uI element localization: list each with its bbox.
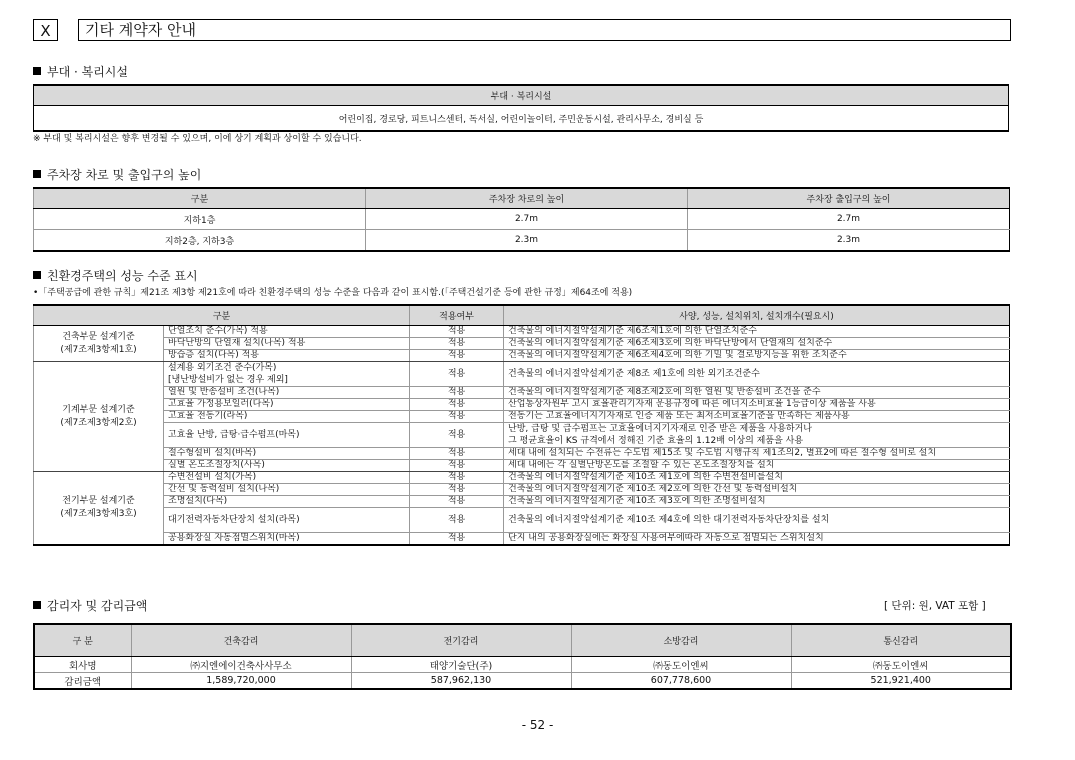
spec-cell: 건축물의 에너지절약설계기준 제6조제1호에 의한 단열조치준수 [504,326,1010,338]
facilities-table-header: 부대 · 복리시설 [34,85,1009,106]
table-row [34,411,1010,423]
square-bullet-icon [33,67,41,75]
group-label: 기계부문 설계기준 (제7조제3항제2호) [34,362,164,472]
item-cell: 고효율 난방, 급탕·급수펌프(마목) [164,423,410,448]
apply-cell: 적용 [410,496,504,508]
supervisor-cell: ㈜지엔에이건축사사무소 [131,657,351,673]
group-label: 전기부문 설계기준 (제7조제3항제3호) [34,472,164,546]
table-row [34,484,1010,496]
green-col-header: 적용여부 [410,305,504,326]
table-row [34,326,1010,338]
spec-cell: 단지 내의 공용화장실에는 화장실 사용여부에따라 자동으로 점멸되는 스위치설치 [504,533,1010,546]
spec-cell: 산업통상자원부 고시 효율관리기자재 운용규정에 따른 에너지소비효율 1등급이상 제품을 사용 [504,399,1010,411]
table-row [34,399,1010,411]
facilities-table-value: 어린이집, 경로당, 피트니스센터, 독서실, 어린이놀이터, 주민운동시설, 관리사무소, 경비실 등 [34,106,1009,132]
green-intro: •「주택공급에 관한 규칙」제21조 제3항 제21호에 따라 친환경주택의 성능 수준을 다음과 같이 표시함.(「주택건설기준 등에 관한 규정」제64조에 적용) [33,288,633,298]
apply-cell: 적용 [410,472,504,484]
spec-cell: 건축물의 에너지절약설계기준 제8조 제1호에 의한 외기조건준수 [504,362,1010,387]
table-row [34,448,1010,460]
item-cell: 절수형설비 설치(바목) [164,448,410,460]
table-row [34,673,1011,690]
supervisor-col-header: 건축감리 [131,624,351,657]
section-number: X [33,19,58,41]
table-row [34,533,1010,546]
table-row [34,230,1010,252]
table-row [34,472,1010,484]
spec-cell: 건축물의 에너지절약설계기준 제10조 제2호에 의한 간선 및 동력설비설치 [504,484,1010,496]
square-bullet-icon [33,170,41,178]
spec-cell: 전동기는 고효율에너지기자재로 인증 제품 또는 최저소비효율기준을 만족하는 제품사용 [504,411,1010,423]
supervisor-col-header: 소방감리 [571,624,791,657]
spec-cell: 건축물의 에너지절약설계기준 제6조제4호에 의한 기밀 및 결로방지등을 위한 조치준수 [504,350,1010,362]
parking-col-header: 주차장 차로의 높이 [366,188,688,209]
apply-cell: 적용 [410,484,504,496]
table-row [34,460,1010,472]
item-cell: 수변전설비 설치(가목) [164,472,410,484]
green-col-header: 구분 [34,305,410,326]
facilities-heading [33,63,128,80]
supervisor-col-header: 구 분 [34,624,131,657]
supervisor-table [33,623,1012,690]
spec-cell: 세대 내에는 각 실별난방온도를 조절할 수 있는 온도조절장치를 설치 [504,460,1010,472]
parking-cell: 2.3m [688,230,1010,252]
table-row [34,423,1010,448]
table-row [34,209,1010,230]
unit-label: [ 단위: 원, VAT 포함 ] [884,600,986,612]
apply-cell: 적용 [410,448,504,460]
spec-cell: 세대 내에 설치되는 수전류는 수도법 제15조 및 수도법 시행규칙 제1조의2, 별표2에 따른 절수형 설비로 설치 [504,448,1010,460]
table-row [34,508,1010,533]
apply-cell: 적용 [410,411,504,423]
square-bullet-icon [33,271,41,279]
item-cell: 설계용 외기조건 준수(가목) [냉난방설비가 없는 경우 제외] [164,362,410,387]
supervisor-col-header: 통신감리 [791,624,1011,657]
table-row [34,496,1010,508]
facilities-note: ※ 부대 및 복리시설은 향후 변경될 수 있으며, 이에 상기 계획과 상이할 수 있습니다. [33,134,362,144]
apply-cell: 적용 [410,460,504,472]
apply-cell: 적용 [410,338,504,350]
table-row [34,338,1010,350]
parking-heading [33,166,201,183]
supervisor-col-header: 전기감리 [351,624,571,657]
parking-col-header: 구분 [34,188,366,209]
item-cell: 바닥난방의 단열재 설치(나목) 적용 [164,338,410,350]
item-cell: 공용화장실 자동점멸스위치(마목) [164,533,410,546]
supervisor-cell: 1,589,720,000 [131,673,351,690]
supervisor-cell: 회사명 [34,657,131,673]
supervisor-cell: 감리금액 [64,676,102,688]
supervisor-cell: 태양기술단(주) [351,657,571,673]
supervisor-cell: 607,778,600 [571,673,791,690]
supervisor-cell: ㈜동도이엔씨 [571,657,791,673]
parking-cell: 지하1층 [34,209,366,230]
parking-cell: 2.7m [366,209,688,230]
item-cell: 고효율 전동기(라목) [164,411,410,423]
parking-heading-text: 주차장 차로 및 출입구의 높이 [47,168,202,182]
spec-cell: 건축물의 에너지절약설계기준 제10조 제3호에 의한 조명설비설치 [504,496,1010,508]
apply-cell: 적용 [410,508,504,533]
facilities-heading-text: 부대 · 복리시설 [47,65,128,79]
page-number: - 52 - [521,718,554,732]
facilities-table [33,84,1009,132]
supervisor-heading-text: 감리자 및 감리금액 [47,599,148,613]
apply-cell: 적용 [410,350,504,362]
parking-cell: 지하2층, 지하3층 [34,230,366,252]
supervisor-cell: 587,962,130 [351,673,571,690]
item-cell: 방습층 설치(다목) 적용 [164,350,410,362]
item-cell: 실별 온도조절장치(사목) [164,460,410,472]
spec-cell: 건축물의 에너지절약설계기준 제6조제3호에 의한 바닥난방에서 단열재의 설치준수 [504,338,1010,350]
spec-cell: 난방, 급탕 및 급수펌프는 고효율에너지기자재로 인증 받은 제품을 사용하거나 그 평균효율이 KS 규격에서 정해진 기준 효율의 1.12배 이상의 제품을 사용 [504,423,1010,448]
square-bullet-icon [33,601,41,609]
table-row [34,350,1010,362]
table-row [34,657,1011,673]
parking-table [33,187,1010,252]
apply-cell: 적용 [410,387,504,399]
supervisor-heading [33,597,147,614]
green-heading [33,267,198,284]
item-cell: 단열조치 준수(가목) 적용 [164,326,410,338]
supervisor-cell: ㈜동도이엔씨 [791,657,1011,673]
apply-cell: 적용 [410,362,504,387]
parking-cell: 2.3m [366,230,688,252]
table-row [34,387,1010,399]
apply-cell: 적용 [410,326,504,338]
item-cell: 대기전력자동차단장치 설치(라목) [164,508,410,533]
table-row [34,362,1010,387]
apply-cell: 적용 [410,399,504,411]
green-table [33,304,1010,546]
item-cell: 조명설치(다목) [164,496,410,508]
parking-col-header: 주차장 출입구의 높이 [688,188,1010,209]
spec-cell: 건축물의 에너지절약설계기준 제10조 제1호에 의한 수변전설비를설치 [504,472,1010,484]
group-label: 건축부문 설계기준 (제7조제3항제1호) [34,326,164,362]
parking-cell: 2.7m [688,209,1010,230]
green-heading-text: 친환경주택의 성능 수준 표시 [47,269,198,283]
apply-cell: 적용 [410,533,504,546]
spec-cell: 건축물의 에너지절약설계기준 제10조 제4호에 의한 대기전력자동차단장치를 설치 [504,508,1010,533]
supervisor-cell: 521,921,400 [791,673,1011,690]
item-cell: 고효율 가정용보일러(다목) [164,399,410,411]
item-cell: 열원 및 반송설비 조건(나목) [164,387,410,399]
apply-cell: 적용 [410,423,504,448]
spec-cell: 건축물의 에너지절약설계기준 제8조제2호에 의한 열원 및 반송설비 조건을 준수 [504,387,1010,399]
page-title: 기타 계약자 안내 [78,19,1011,41]
item-cell: 간선 및 동력설비 설치(나목) [164,484,410,496]
green-col-header: 사양, 성능, 설치위치, 설치개수(필요시) [504,305,1010,326]
